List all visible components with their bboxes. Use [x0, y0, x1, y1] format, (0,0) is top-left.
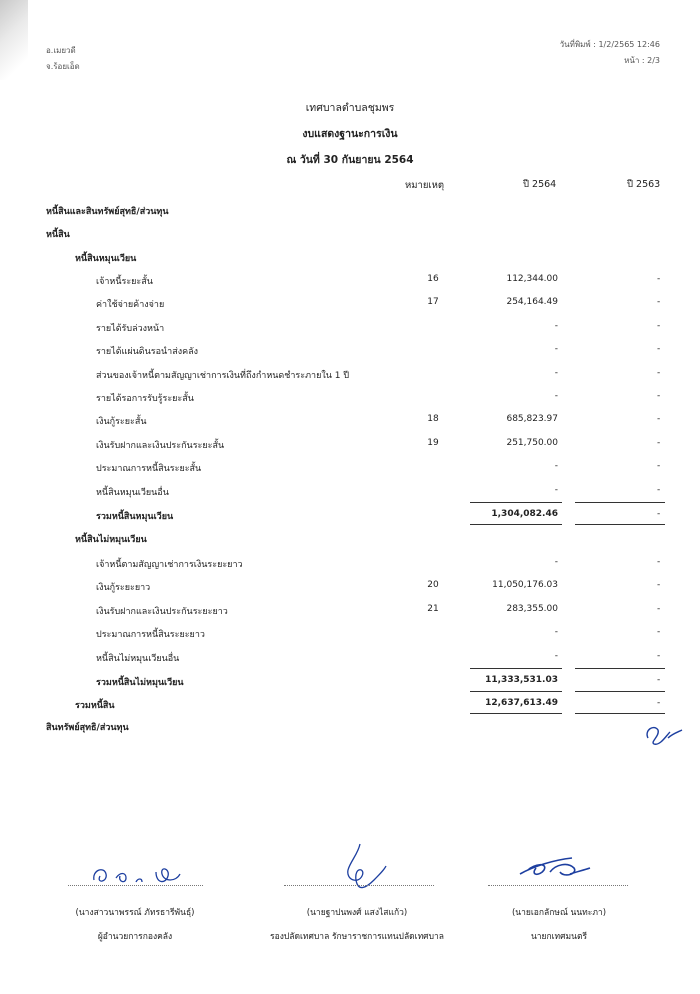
- row-note: 16: [427, 274, 439, 284]
- row-value-2563: -: [657, 650, 661, 661]
- signature-line-3: [488, 885, 628, 886]
- row-value-2563: -: [657, 344, 661, 355]
- row-value-2563: -: [657, 461, 661, 472]
- total-rule: [470, 691, 562, 692]
- scan-shadow: [0, 0, 28, 80]
- row-label: เงินรับฝากและเงินประกันระยะยาว: [96, 606, 228, 617]
- section-equity: สินทรัพย์สุทธิ/ส่วนทุน: [46, 723, 129, 733]
- row-value-2563: -: [657, 437, 661, 448]
- signatory-title-2: รองปลัดเทศบาล รักษาราชการแทนปลัดเทศบาล: [270, 932, 444, 942]
- subtotal-rule: [470, 502, 562, 503]
- row-label: รายได้แผ่นดินรอนำส่งคลัง: [96, 347, 199, 358]
- signatory-name-2: (นายฐาปนพงศ์ แสงไสแก้ว): [306, 908, 408, 918]
- row-label: ค่าใช้จ่ายค้างจ่าย: [96, 300, 165, 311]
- noncurrent-total-2564: 11,333,531.03: [485, 675, 558, 685]
- row-value-2564: -: [554, 627, 558, 638]
- row-value-2563: -: [657, 484, 661, 495]
- col-note-header: หมายเหตุ: [405, 180, 445, 191]
- row-value-2564: 254,164.49: [506, 297, 558, 308]
- liabilities-total-2563: -: [657, 698, 661, 708]
- row-label: ประมาณการหนี้สินระยะสั้น: [96, 464, 202, 475]
- subtotal-rule: [575, 524, 665, 525]
- liabilities-total-label: รวมหนี้สิน: [75, 701, 115, 711]
- subtotal-rule: [575, 668, 665, 669]
- subtotal-rule: [470, 668, 562, 669]
- row-label: หนี้สินไม่หมุนเวียนอื่น: [96, 653, 180, 664]
- noncurrent-total-2563: -: [657, 675, 661, 685]
- signatory-title-3: นายกเทศมนตรี: [530, 932, 588, 942]
- row-label: รายได้รับล่วงหน้า: [96, 323, 165, 334]
- row-note: 20: [427, 580, 439, 591]
- row-value-2563: -: [657, 297, 661, 308]
- signatory-name-1: (นางสาวนาพรรณ์ ภัทรธารีพันธุ์): [75, 908, 195, 918]
- section-current: หนี้สินหมุนเวียน: [75, 254, 137, 264]
- row-value-2563: -: [657, 391, 661, 401]
- row-value-2564: -: [554, 650, 558, 661]
- org-name: เทศบาลตำบลชุมพร: [305, 102, 395, 114]
- row-value-2564: -: [554, 484, 558, 495]
- signatory-name-3: (นายเอกลักษณ์ นนทะภา): [511, 908, 607, 918]
- row-value-2564: 251,750.00: [506, 437, 558, 448]
- print-date: วันที่พิมพ์ : 1/2/2565 12:46: [559, 40, 660, 49]
- row-note: 17: [427, 297, 439, 308]
- row-value-2563: -: [657, 274, 661, 284]
- current-total-2564: 1,304,082.46: [491, 509, 558, 519]
- signatory-title-1: ผู้อำนวยการกองคลัง: [97, 932, 173, 942]
- section-main: หนี้สินและสินทรัพย์สุทธิ/ส่วนทุน: [46, 207, 169, 217]
- total-rule: [470, 713, 562, 714]
- section-noncurrent: หนี้สินไม่หมุนเวียน: [75, 535, 147, 545]
- row-value-2564: -: [554, 320, 558, 331]
- current-total-label: รวมหนี้สินหมุนเวียน: [96, 512, 174, 522]
- row-value-2564: -: [554, 344, 558, 355]
- page-number: หน้า : 2/3: [624, 56, 660, 65]
- row-value-2564: -: [554, 391, 558, 401]
- row-label: เงินกู้ระยะยาว: [96, 583, 151, 594]
- row-value-2563: -: [657, 580, 661, 591]
- row-value-2564: -: [554, 461, 558, 472]
- row-value-2564: -: [554, 367, 558, 378]
- row-label: เงินรับฝากและเงินประกันระยะสั้น: [96, 440, 225, 451]
- col-2563-header: ปี 2563: [627, 179, 661, 190]
- row-value-2564: 283,355.00: [506, 603, 558, 614]
- section-liabilities: หนี้สิน: [46, 230, 70, 240]
- row-value-2564: 112,344.00: [506, 274, 558, 284]
- row-note: 18: [427, 414, 439, 425]
- signature-line-1: [68, 885, 203, 886]
- row-value-2563: -: [657, 414, 661, 425]
- signature-finance-director: [86, 852, 196, 892]
- noncurrent-total-label: รวมหนี้สินไม่หมุนเวียน: [96, 678, 184, 688]
- statement-title: งบแสดงฐานะการเงิน: [302, 128, 398, 140]
- col-2564-header: ปี 2564: [523, 179, 557, 190]
- row-label: เงินกู้ระยะสั้น: [96, 417, 147, 428]
- row-value-2563: -: [657, 320, 661, 331]
- row-value-2563: -: [657, 627, 661, 638]
- total-rule: [575, 713, 665, 714]
- row-label: เจ้าหนี้ตามสัญญาเช่าการเงินระยะยาว: [96, 560, 243, 570]
- signature-line-2: [284, 885, 434, 886]
- row-value-2564: 685,823.97: [506, 414, 558, 425]
- subtotal-rule: [470, 524, 562, 525]
- row-value-2563: -: [657, 367, 661, 378]
- row-note: 21: [427, 603, 439, 614]
- row-label: ประมาณการหนี้สินระยะยาว: [96, 630, 205, 641]
- signature-deputy-clerk: [330, 840, 390, 896]
- row-label: เจ้าหนี้ระยะสั้น: [96, 277, 153, 287]
- row-label: รายได้รอการรับรู้ระยะสั้น: [96, 394, 194, 404]
- row-value-2564: -: [554, 557, 558, 567]
- total-rule: [575, 691, 665, 692]
- statement-date: ณ วันที่ 30 กันยายน 2564: [286, 154, 414, 166]
- header-province: จ.ร้อยเอ็ด: [46, 62, 80, 71]
- initials-mark: [640, 718, 686, 750]
- row-label: หนี้สินหมุนเวียนอื่น: [96, 487, 169, 498]
- liabilities-total-2564: 12,637,613.49: [485, 698, 558, 708]
- current-total-2563: -: [657, 509, 661, 519]
- row-value-2563: -: [657, 603, 661, 614]
- row-value-2564: 11,050,176.03: [492, 580, 558, 591]
- signature-mayor: [514, 846, 594, 886]
- subtotal-rule: [575, 502, 665, 503]
- row-note: 19: [427, 437, 439, 448]
- header-district: อ.เมยวดี: [46, 46, 76, 55]
- row-value-2563: -: [657, 557, 661, 567]
- row-label: ส่วนของเจ้าหนี้ตามสัญญาเช่าการเงินที่ถึงกำหนดชำระภายใน 1 ปี: [96, 370, 350, 381]
